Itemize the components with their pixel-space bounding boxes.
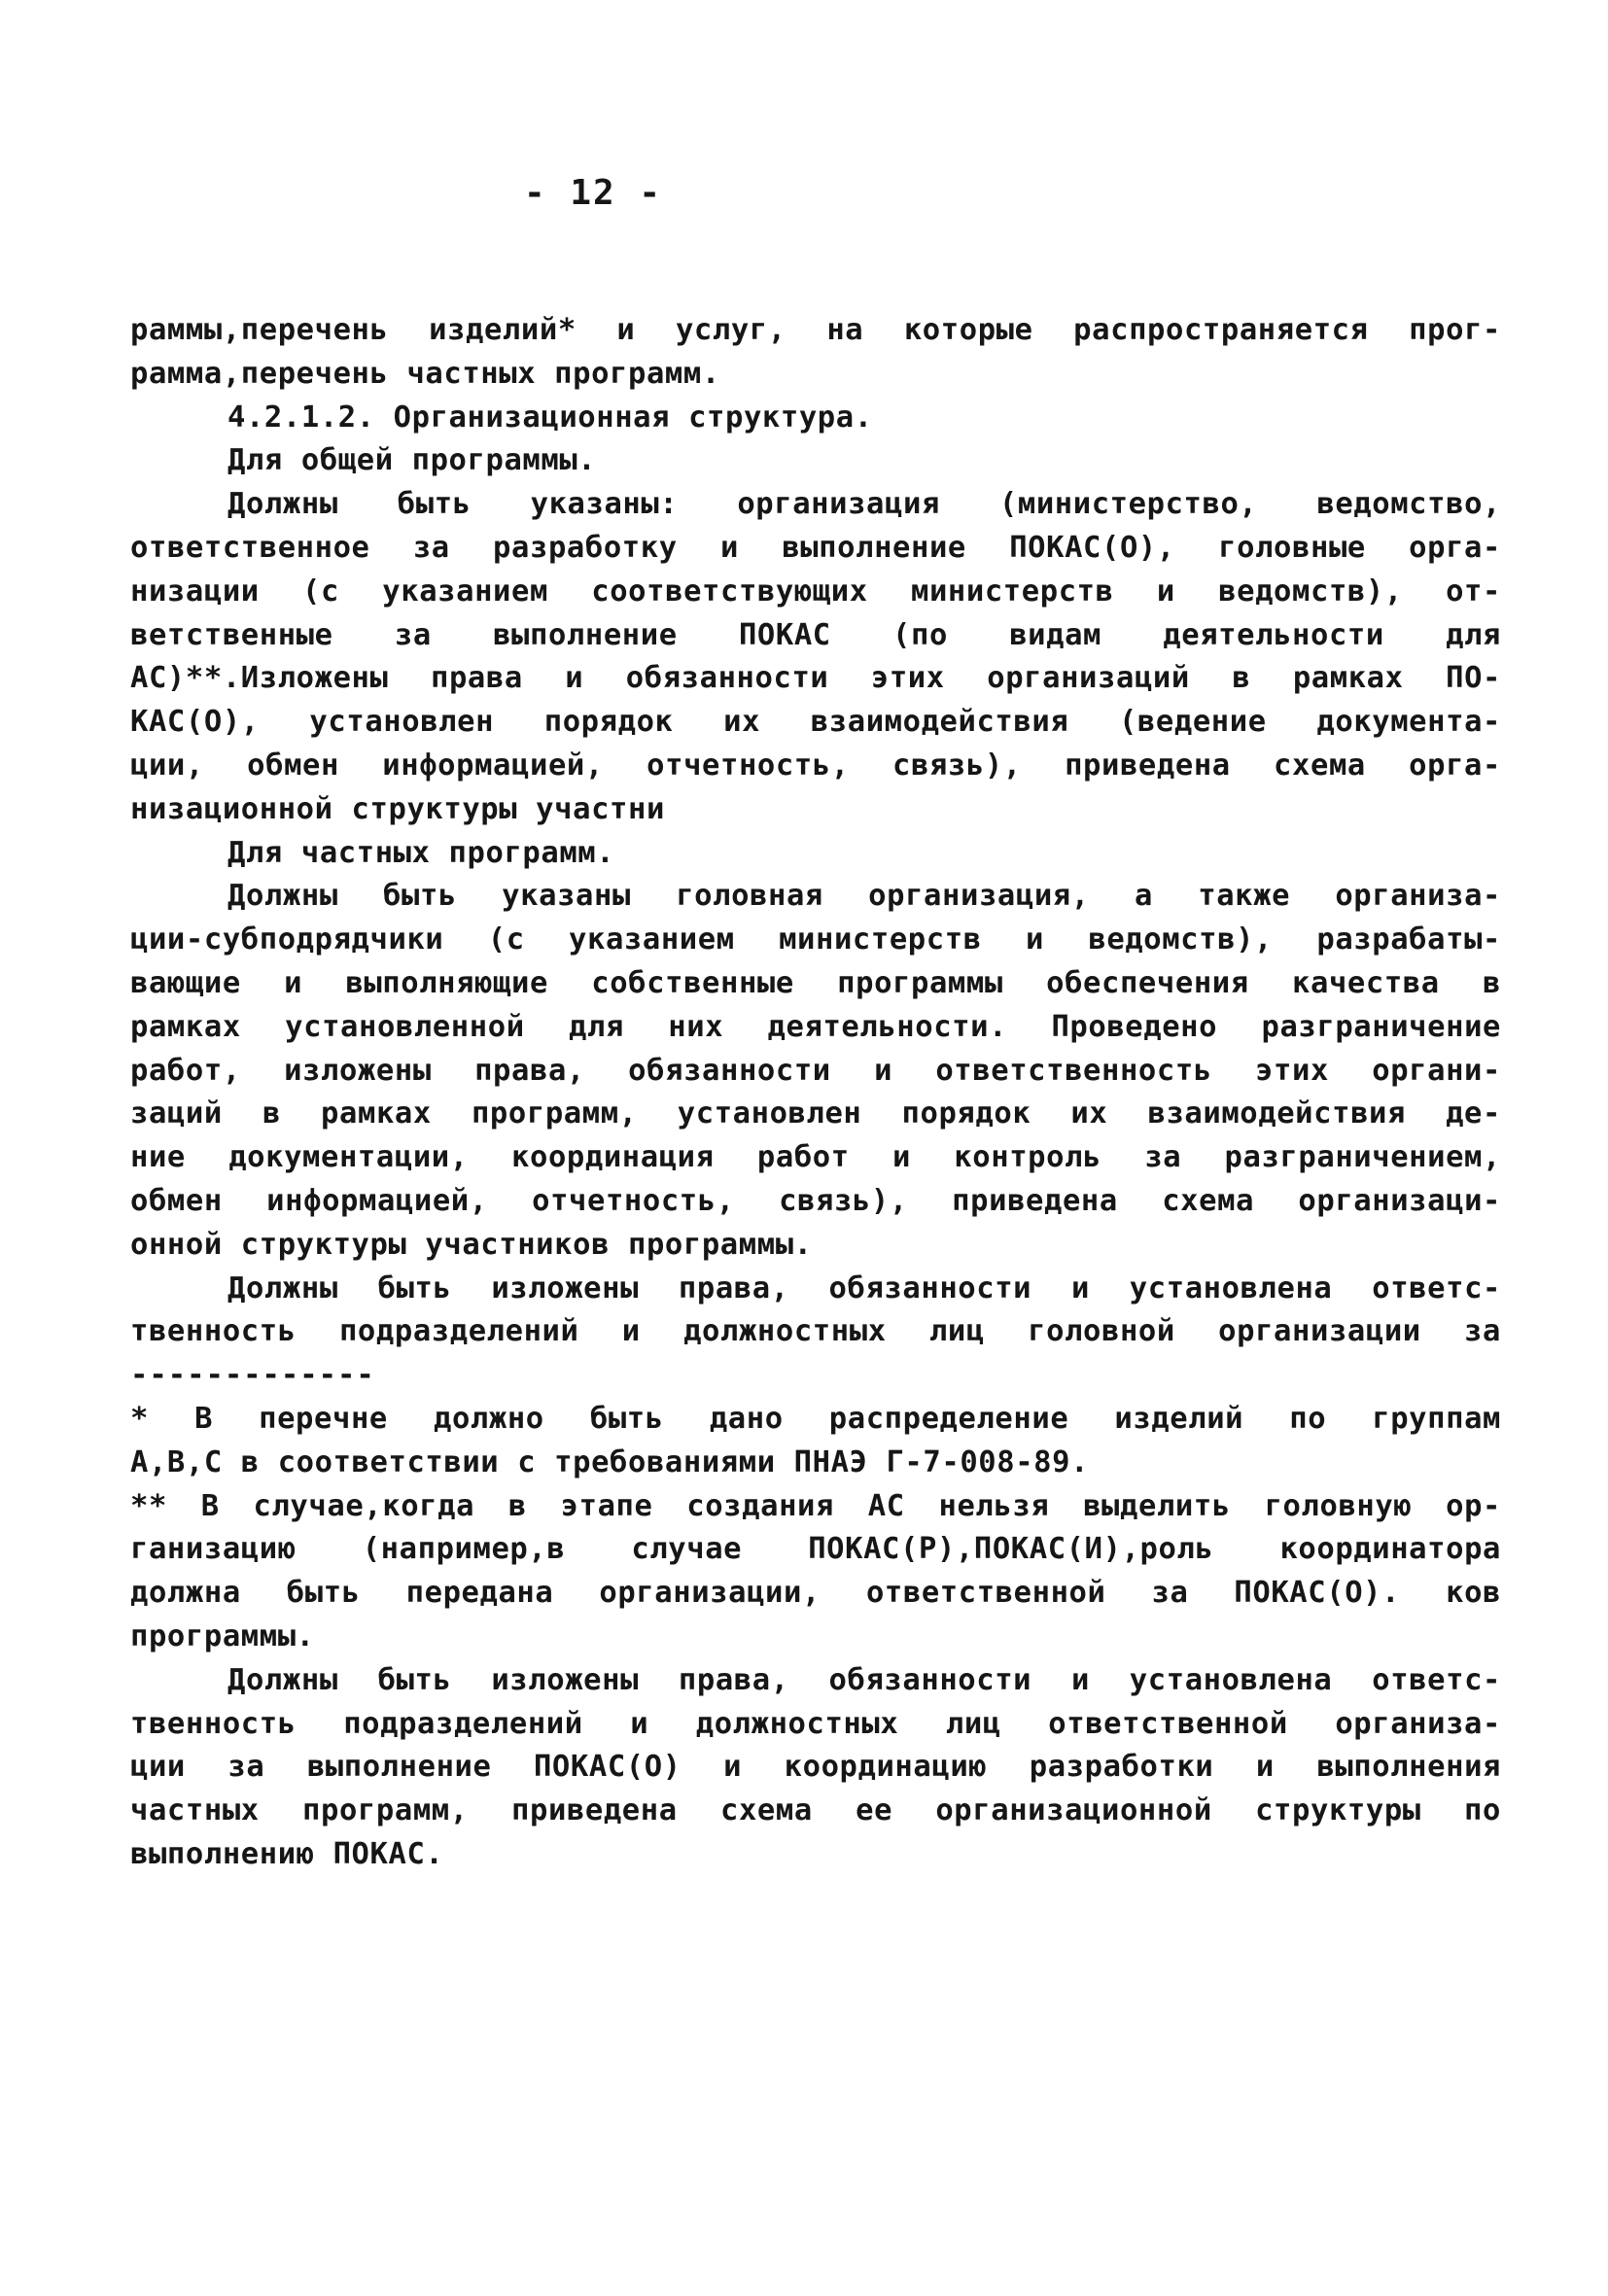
text-line: ции за выполнение ПОКАС(О) и координацию разработки и выполнения [130, 1750, 1501, 1785]
text-line: ции-субподрядчики (с указанием министерств и ведомств), разрабаты- [130, 922, 1501, 957]
subsection-label: Для частных программ. [227, 835, 615, 870]
text-line: Должны быть изложены права, обязанности и установлена ответс- [227, 1270, 1501, 1305]
text-line: Должны быть указаны: организация (министерство, ведомство, [227, 487, 1501, 522]
footnote-line: А,В,С в соответствии с требованиями ПНАЭ Г-7-008-89. [130, 1444, 1090, 1479]
text-line: ответственное за разработку и выполнение ПОКАС(О), головные орга- [130, 530, 1501, 565]
text-line: АС)**.Изложены права и обязанности этих организаций в рамках ПО- [130, 661, 1501, 696]
document-body [130, 309, 1501, 1877]
text-line: КАС(О), установлен порядок их взаимодействия (ведение документа- [130, 705, 1501, 740]
text-line: Должны быть указаны головная организация, а также организа- [227, 879, 1501, 914]
footnote-line: * В перечне должно быть дано распределение изделий по группам [130, 1401, 1501, 1436]
text-line: низации (с указанием соответствующих министерств и ведомств), от- [130, 574, 1501, 609]
page-number: - 12 - [523, 173, 663, 213]
text-line: низационной структуры участни [130, 791, 665, 826]
footnote-line: ганизацию (например,в случае ПОКАС(Р),ПОКАС(И),роль координатора [130, 1532, 1501, 1567]
footnote-separator: ------------- [130, 1358, 375, 1393]
text-line: частных программ, приведена схема ее организационной структуры по [130, 1793, 1501, 1828]
text-line: Должны быть изложены права, обязанности и установлена ответс- [227, 1662, 1501, 1697]
text-line: твенность подразделений и должностных лиц ответственной организа- [130, 1706, 1501, 1741]
text-line: работ, изложены права, обязанности и ответственность этих органи- [130, 1053, 1501, 1088]
text-line: ции, обмен информацией, отчетность, связь), приведена схема орга- [130, 748, 1501, 783]
text-line: твенность подразделений и должностных лиц головной организации за [130, 1314, 1501, 1349]
text-line: обмен информацией, отчетность, связь), приведена схема организаци- [130, 1183, 1501, 1218]
text-line: ветственные за выполнение ПОКАС (по видам деятельности для [130, 617, 1501, 652]
text-line: рамма,перечень частных программ. [130, 356, 720, 391]
subsection-label: Для общей программы. [227, 443, 597, 478]
text-line: заций в рамках программ, установлен порядок их взаимодействия де- [130, 1096, 1501, 1131]
text-line: онной структуры участников программы. [130, 1227, 813, 1262]
text-line: ние документации, координация работ и контроль за разграничением, [130, 1140, 1501, 1175]
text-line: вающие и выполняющие собственные программы обеспечения качества в [130, 965, 1501, 1000]
footnote-line: программы. [130, 1618, 315, 1653]
text-line: рамках установленной для них деятельности. Проведено разграничение [130, 1009, 1501, 1044]
text-line: раммы,перечень изделий* и услуг, на которые распространяется прог- [130, 313, 1501, 347]
text-line: выполнению ПОКАС. [130, 1836, 444, 1871]
footnote-line: ** В случае,когда в этапе создания АС нельзя выделить головную ор- [130, 1488, 1501, 1523]
footnote-line: должна быть передана организации, ответственной за ПОКАС(О). ков [130, 1576, 1501, 1611]
section-heading: 4.2.1.2. Организационная структура. [227, 400, 873, 435]
